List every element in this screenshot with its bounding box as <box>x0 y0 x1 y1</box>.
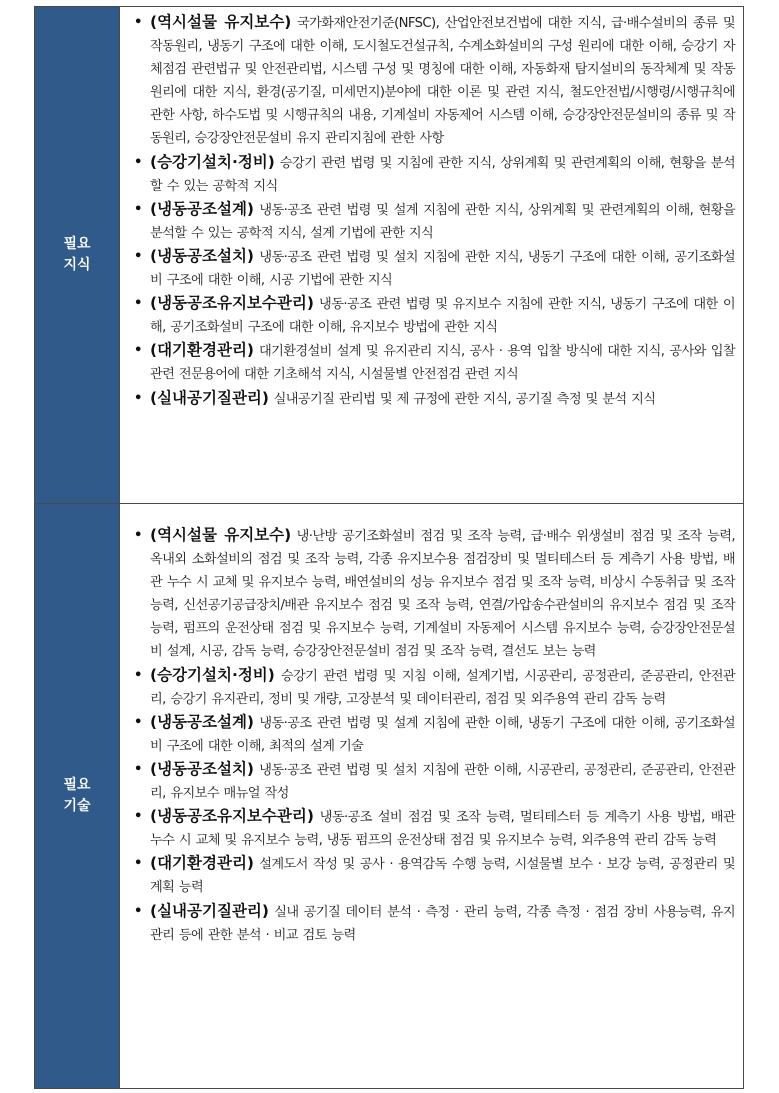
skill-item <box>128 852 735 899</box>
bullet-icon: • <box>134 154 142 170</box>
knowledge-item-keyword: (대기환경관리) <box>150 341 255 360</box>
bullet-icon: • <box>134 903 142 919</box>
skill-item-text: 냉동·공조 설비 점검 및 조작 능력, 멀티테스터 등 계측기 사용 방법, 배관 누수 시 교체 및 유지보수 능력, 냉동 펌프의 운전상태 점검 및 유지보수 능력, 외주용역 관리 감독 능력 <box>150 810 735 849</box>
knowledge-item <box>128 151 735 198</box>
knowledge-item-keyword: (역시설물 유지보수) <box>150 13 292 31</box>
knowledge-item-keyword: (승강기설치·정비) <box>150 152 275 171</box>
skill-item-text: 실내 공기질 데이터 분석 · 측정 · 관리 능력, 각종 측정 · 점검 장비 사용능력, 유지관리 등에 관한 분석 · 비교 검토 능력 <box>150 904 735 943</box>
required-skill-label-text: 필요 기술 <box>63 777 91 814</box>
bullet-icon: • <box>134 528 142 543</box>
knowledge-item-keyword: (냉동공조유지보수관리) <box>150 294 314 313</box>
knowledge-item <box>128 11 735 151</box>
skill-item-keyword: (냉동공조설계) <box>150 712 255 731</box>
knowledge-item-text: 국가화재안전기준(NFSC), 산업안전보건법에 대한 지식, 급·배수설비의 종류 및 작동원리, 냉동기 구조에 대한 이해, 도시철도건설규칙, 수계소화설비의 구성 원리에 대한 이해, 승강기 자체점검 관련법규 및 안전관리법, 시스템 구성 및 명칭에 대한 이해, 자동화재 탐지설비의 동작체계 및 작동원리에 대한 지식, 환경(공기질, 미세먼지)분야에 대한 이론 및 관련 지식, 철도안전법/시행령/시행규칙에 관한 사항, 하수도법 및 시행규칙의 내용, 기계설비 자동제어 시스템 이해, 승강장안전문설비의 종류 및 작동원리, 승강장안전문설비 유지 관리지침에 관한 사항 <box>150 16 735 147</box>
skill-item-keyword: (냉동공조유지보수관리) <box>150 807 314 826</box>
bullet-icon: • <box>134 761 142 777</box>
knowledge-item <box>128 387 735 411</box>
skill-item <box>128 758 735 805</box>
skill-item-keyword: (역시설물 유지보수) <box>150 526 292 544</box>
bullet-icon: • <box>134 248 142 264</box>
required-knowledge-label <box>35 7 120 503</box>
required-knowledge-label-text: 필요 지식 <box>63 236 91 273</box>
bullet-icon: • <box>134 390 142 406</box>
required-knowledge-row <box>35 7 743 503</box>
knowledge-item-keyword: (실내공기질관리) <box>150 388 269 407</box>
knowledge-item-text: 대기환경설비 설계 및 유지관리 지식, 공사 · 용역 입찰 방식에 대한 지식, 공사와 입찰관련 전문용어에 대한 기초해석 지식, 시설물별 안전점검 관련 지식 <box>150 344 735 383</box>
knowledge-item-keyword: (냉동공조설계) <box>150 199 255 218</box>
skill-item <box>128 900 735 947</box>
skill-item-keyword: (실내공기질관리) <box>150 901 269 920</box>
knowledge-item-text: 냉동·공조 관련 법령 및 설치 지침에 관한 지식, 냉동기 구조에 대한 이해, 공기조화설비 구조에 대한 이해, 시공 기법에 관한 지식 <box>150 249 735 289</box>
required-skill-row <box>35 503 743 1088</box>
knowledge-item <box>128 339 735 386</box>
skill-item-text: 냉·난방 공기조화설비 점검 및 조작 능력, 급·배수 위생설비 점검 및 조작 능력, 옥내외 소화설비의 점검 및 조작 능력, 각종 유지보수용 점검장비 및 멀티테스터 등 계측기 사용 방법, 배관 누수 시 교체 및 유지보수 능력, 배연설비의 성능 유지보수 점검 및 조작 능력, 비상시 수동취급 및 조작 능력, 신선공기공급장치/배관 유지보수 점검 및 조작 능력, 연결/가압송수관설비의 유지보수 점검 및 조작 능력, 펌프의 운전상태 점검 및 유지보수 능력, 기계설비 자동제어 시스템 유지보수 능력, 승강장안전문설비 설계, 시공, 감독 능력, 승강장안전문설비 점검 및 조작 능력, 결선도 보는 능력 <box>150 529 735 660</box>
skill-item-keyword: (냉동공조설치) <box>150 759 255 778</box>
skill-item-text: 설계도서 작성 및 공사 · 용역감독 수행 능력, 시설물별 보수 · 보강 능력, 공정관리 및 계획 능력 <box>150 857 735 896</box>
bullet-icon: • <box>134 296 142 312</box>
knowledge-item <box>128 198 735 245</box>
skill-item <box>128 711 735 758</box>
skill-item <box>128 524 735 664</box>
competency-table <box>34 6 744 1089</box>
required-skill-label <box>35 504 120 1088</box>
knowledge-item-text: 실내공기질 관리법 및 제 규정에 관한 지식, 공기질 측정 및 분석 지식 <box>268 391 656 407</box>
skill-item <box>128 805 735 852</box>
required-knowledge-content <box>120 7 743 503</box>
knowledge-item-text: 승강기 관련 법령 및 지침에 관한 지식, 상위계획 및 관련계획의 이해, 현황을 분석할 수 있는 공학적 지식 <box>150 155 735 194</box>
bullet-icon: • <box>134 15 142 30</box>
skill-item-text: 냉동·공조 관련 법령 및 설치 지침에 관한 이해, 시공관리, 공정관리, 준공관리, 안전관리, 유지보수 매뉴얼 작성 <box>150 762 735 802</box>
bullet-icon: • <box>134 201 142 217</box>
skill-item-keyword: (승강기설치·정비) <box>150 665 275 684</box>
knowledge-item <box>128 245 735 292</box>
knowledge-item-text: 냉동·공조 관련 법령 및 설계 지침에 관한 지식, 상위계획 및 관련계획의 이해, 현황을 분석할 수 있는 공학적 지식, 설계 기법에 관한 지식 <box>150 202 735 241</box>
knowledge-item-text: 냉동·공조 관련 법령 및 유지보수 지침에 관한 지식, 냉동기 구조에 대한 이해, 공기조화설비 구조에 대한 이해, 유지보수 방법에 관한 지식 <box>150 297 735 336</box>
skill-item-keyword: (대기환경관리) <box>150 854 255 873</box>
bullet-icon: • <box>134 714 142 730</box>
knowledge-item-keyword: (냉동공조설치) <box>150 246 255 265</box>
knowledge-item <box>128 292 735 339</box>
bullet-icon: • <box>134 856 142 872</box>
skill-item <box>128 664 735 711</box>
skill-item-text: 승강기 관련 법령 및 지침 이해, 설계기법, 시공관리, 공정관리, 준공관리, 안전관리, 승강기 유지관리, 정비 및 개량, 고장분석 및 데이터관리, 점검 및 외주용역 관리 감독 능력 <box>150 668 735 707</box>
skill-item-text: 냉동·공조 관련 법령 및 설계 지침에 관한 이해, 냉동기 구조에 대한 이해, 공기조화설비 구조에 대한 이해, 최적의 설계 기술 <box>150 715 735 754</box>
bullet-icon: • <box>134 667 142 683</box>
bullet-icon: • <box>134 343 142 359</box>
required-skill-content <box>120 504 743 1088</box>
bullet-icon: • <box>134 809 142 825</box>
